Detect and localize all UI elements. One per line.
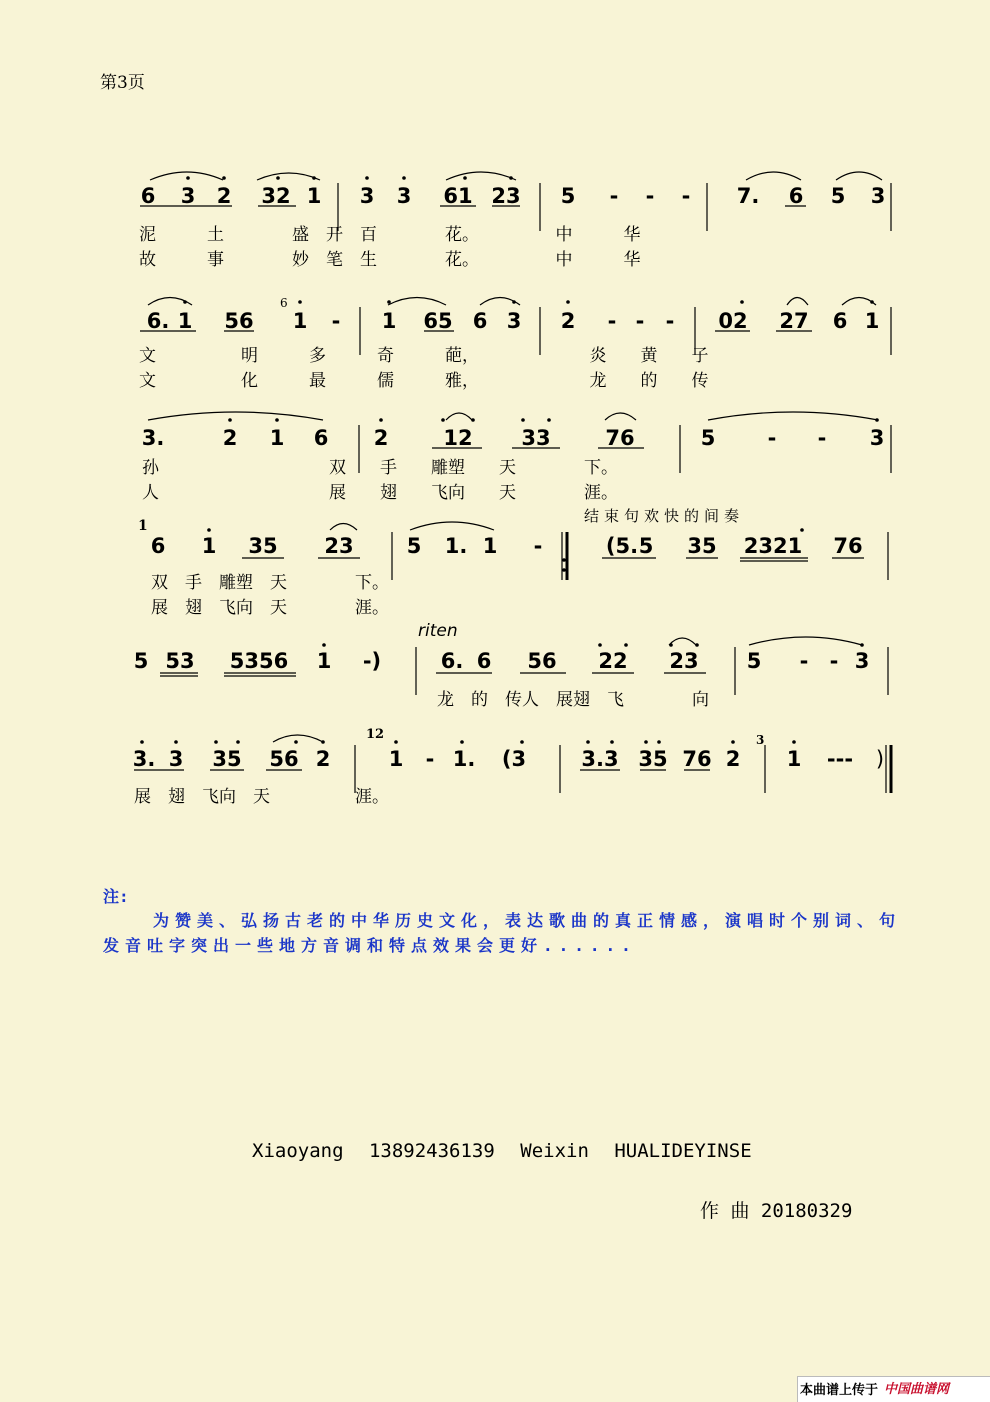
lyrics-verse-1: 文 明 多 奇 葩， 炎 黄 子 <box>139 346 709 366</box>
note: 6 <box>150 534 166 558</box>
note: 3 <box>180 184 196 208</box>
note: 3.3 <box>581 747 619 771</box>
footer-text: 本曲谱上传于 <box>800 1383 879 1398</box>
note: 1 <box>177 309 193 333</box>
note: 56 <box>224 309 254 333</box>
grace-note: 12 <box>366 727 385 742</box>
note: - <box>829 649 839 673</box>
note: 3 <box>854 649 870 673</box>
note: 2 <box>315 747 331 771</box>
note: 76 <box>682 747 712 771</box>
note: 23 <box>669 649 699 673</box>
note: 56 <box>527 649 557 673</box>
score-system-6 <box>0 727 990 883</box>
note: - <box>331 309 341 333</box>
lyrics-verse-2: 人 展 翅 飞向 天 涯。 <box>142 483 618 503</box>
note: 3 <box>359 184 375 208</box>
composed-date: 作 曲 20180329 <box>700 1200 853 1222</box>
note: 6 <box>476 649 492 673</box>
note: 53 <box>165 649 195 673</box>
note: 1 <box>482 534 498 558</box>
contact-line <box>252 1140 752 1162</box>
lyrics-verse-1: 泥 土 盛 开 百 花。 中 华 <box>139 225 641 245</box>
note: 33 <box>521 426 551 450</box>
note: 1. <box>452 747 476 771</box>
note: 6. <box>440 649 464 673</box>
note: - <box>817 426 827 450</box>
tempo-marking: riten <box>418 621 458 641</box>
note: 2321 <box>743 534 803 558</box>
note: 1. <box>444 534 468 558</box>
note: 2 <box>222 426 238 450</box>
note: 3. <box>132 747 156 771</box>
note: 61 <box>443 184 473 208</box>
wechat-label: Weixin <box>520 1140 589 1162</box>
site-logo[interactable]: 中国曲谱网 <box>884 1382 950 1397</box>
lyrics-verse-2: 展 翅 飞向 天 涯。 <box>151 598 389 618</box>
phone-number: 13892436139 <box>368 1140 495 1162</box>
note: 35 <box>687 534 717 558</box>
note: 5 <box>746 649 762 673</box>
note: 1 <box>316 649 332 673</box>
note: 12 <box>443 426 473 450</box>
note: 5356 <box>229 649 289 673</box>
note: - <box>767 426 777 450</box>
performance-note: 为赞美、弘扬古老的中华历史文化，表达歌曲的真正情感，演唱时个别词、句发音吐字突出一些地方音调和特点效果会更好...... <box>103 911 902 955</box>
note: - <box>533 534 543 558</box>
note: 1 <box>306 184 322 208</box>
note-label: 注: <box>103 887 129 906</box>
note: 1 <box>388 747 404 771</box>
note: 22 <box>598 649 628 673</box>
note: - <box>607 309 617 333</box>
lyrics-verse-2: 故 事 妙 笔 生 花。 中 华 <box>139 250 641 270</box>
note: 6 <box>832 309 848 333</box>
note: 5 <box>638 534 654 558</box>
note: 76 <box>605 426 635 450</box>
note: - <box>681 184 691 208</box>
note: 23 <box>324 534 354 558</box>
note: - <box>635 309 645 333</box>
note: 27 <box>779 309 809 333</box>
note: 65 <box>423 309 453 333</box>
note: -) <box>362 649 382 673</box>
note: 3 <box>506 309 522 333</box>
note: 6 <box>788 184 804 208</box>
note: 35 <box>638 747 668 771</box>
note: ) <box>875 747 885 771</box>
lyrics-verse-1: 展 翅 飞向 天 涯。 <box>134 787 389 807</box>
lyrics-verse-1: 双 手 雕塑 天 下。 <box>151 573 389 593</box>
note: 5 <box>133 649 149 673</box>
grace-note: 3 <box>756 733 765 747</box>
note: 2 <box>560 309 576 333</box>
note: (3 <box>501 747 527 771</box>
note: - <box>799 649 809 673</box>
note: 02 <box>718 309 748 333</box>
lyrics-verse-2: 文 化 最 儒 雅， 龙 的 传 <box>139 371 709 391</box>
interlude-instruction: 结束句欢快的间奏 <box>584 507 745 525</box>
note: - <box>665 309 675 333</box>
note: 2 <box>725 747 741 771</box>
note: 3 <box>396 184 412 208</box>
note: 6. <box>146 309 170 333</box>
wechat-id: HUALIDEYINSE <box>614 1140 752 1162</box>
note: (5. <box>605 534 639 558</box>
note: 56 <box>269 747 299 771</box>
note: 3 <box>168 747 184 771</box>
note: - <box>609 184 619 208</box>
lyrics-verse-1: 龙 的 传人 展翅 飞 向 <box>437 690 709 710</box>
note: 2 <box>216 184 232 208</box>
grace-note: 1 <box>138 518 148 534</box>
note: 6 <box>313 426 329 450</box>
note: 23 <box>491 184 521 208</box>
note: 76 <box>833 534 863 558</box>
note: 7. <box>736 184 760 208</box>
note: 1 <box>201 534 217 558</box>
note: 32 <box>261 184 291 208</box>
note: - <box>645 184 655 208</box>
note: 1 <box>786 747 802 771</box>
note: 3 <box>869 426 885 450</box>
note: 5 <box>560 184 576 208</box>
lyrics-verse-1: 孙 双 手 雕塑 天 下。 <box>142 458 618 478</box>
note: 3. <box>141 426 165 450</box>
note: 5 <box>830 184 846 208</box>
note: --- <box>826 747 854 771</box>
note: 5 <box>700 426 716 450</box>
composer-name: Xiaoyang <box>252 1140 344 1162</box>
note: 5 <box>406 534 422 558</box>
score-system-1 <box>0 180 990 320</box>
note: 1 <box>292 309 308 333</box>
grace-note: 6 <box>280 296 288 310</box>
note: 6 <box>140 184 156 208</box>
note: 3 <box>870 184 886 208</box>
note: 6 <box>472 309 488 333</box>
note: 2 <box>373 426 389 450</box>
note: 35 <box>212 747 242 771</box>
page-number: 第3页 <box>100 73 145 93</box>
note: 1 <box>269 426 285 450</box>
note: 1 <box>864 309 880 333</box>
note: - <box>425 747 435 771</box>
note: 35 <box>248 534 278 558</box>
note: 1 <box>381 309 397 333</box>
